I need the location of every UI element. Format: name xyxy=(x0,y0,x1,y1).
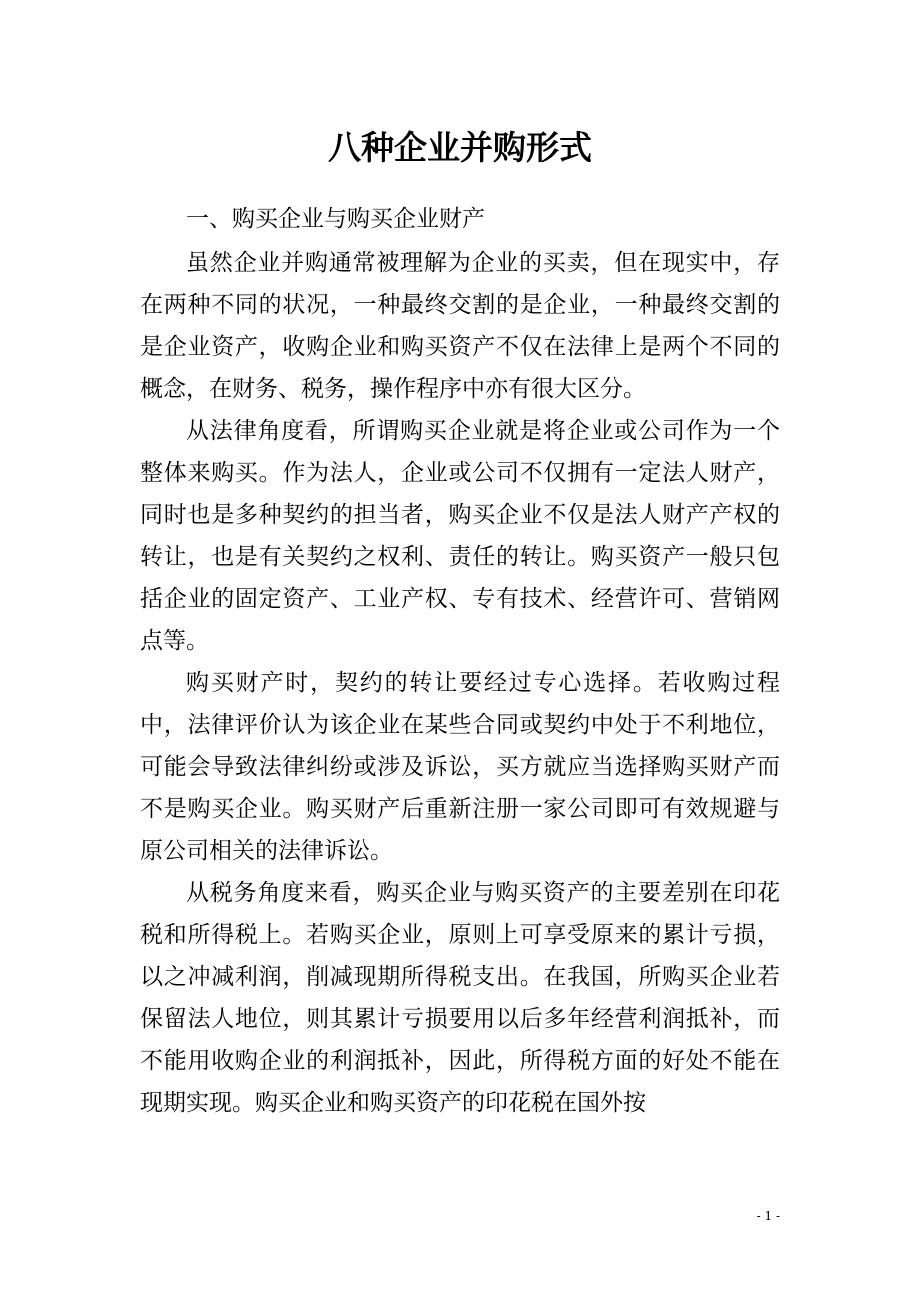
document-body xyxy=(140,198,780,1124)
section-heading: 一、购买企业与购买企业财产 xyxy=(186,206,485,232)
body-paragraph-3: 购买财产时，契约的转让要经过专心选择。若收购过程中，法律评价认为该企业在某些合同或契约中处于不利地位，可能会导致法律纠纷或涉及诉讼，买方就应当选择购买财产而不是购买企业。购买财产后重新注册一家公司即可有效规避与原公司相关的法律诉讼。 xyxy=(140,670,780,864)
body-paragraph-2: 从法律角度看，所谓购买企业就是将企业或公司作为一个整体来购买。作为法人，企业或公司不仅拥有一定法人财产，同时也是多种契约的担当者，购买企业不仅是法人财产产权的转让，也是有关契约之权利、责任的转让。购买资产一般只包括企业的固定资产、工业产权、专有技术、经营许可、营销网点等。 xyxy=(140,418,780,654)
body-paragraph-1: 虽然企业并购通常被理解为企业的买卖，但在现实中，存在两种不同的状况，一种最终交割的是企业，一种最终交割的是企业资产，收购企业和购买资产不仅在法律上是两个不同的概念，在财务、税务，操作程序中亦有很大区分。 xyxy=(140,250,780,402)
body-paragraph-4: 从税务角度来看，购买企业与购买资产的主要差别在印花税和所得税上。若购买企业，原则上可享受原来的累计亏损，以之冲减利润，削减现期所得税支出。在我国，所购买企业若保留法人地位，则其累计亏损要用以后多年经营利润抵补，而不能用收购企业的利润抵补，因此，所得税方面的好处不能在现期实现。购买企业和购买资产的印花税在国外按 xyxy=(140,880,780,1116)
document-title: 八种企业并购形式 xyxy=(328,128,592,167)
page-number: - 1 - xyxy=(756,1209,780,1223)
